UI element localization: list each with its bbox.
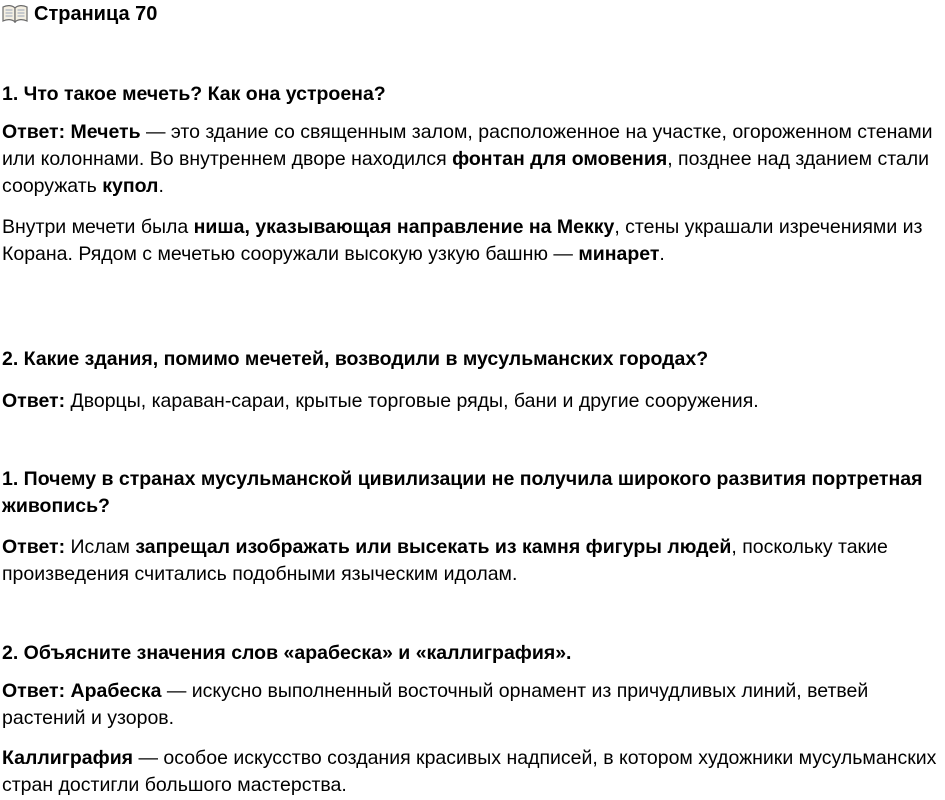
answer-paragraph — [2, 745, 943, 799]
term-calligraphy: Каллиграфия — [2, 747, 134, 769]
section-mosque — [2, 81, 943, 108]
answer-text: . — [659, 243, 665, 265]
page-title: Страница 70 — [34, 3, 158, 25]
term-minaret: минарет — [578, 243, 660, 265]
answer-paragraph — [2, 678, 943, 732]
answer-label: Ответ: — [2, 390, 66, 412]
answer-paragraph — [2, 214, 943, 268]
answer-label: Ответ: — [2, 536, 66, 558]
question-heading: 1. Что такое мечеть? Как она устроена? — [2, 83, 386, 105]
question-heading: 2. Объясните значения слов «арабеска» и «каллиграфия». — [2, 642, 572, 664]
answer-text: Дворцы, караван-сараи, крытые торговые ряды, бани и другие сооружения. — [65, 390, 759, 412]
answer-label: Ответ: — [2, 680, 66, 702]
answer-text: . — [158, 175, 164, 197]
term-prohibition: запрещал изображать или высекать из камня фигуры людей — [135, 536, 732, 558]
answer-paragraph — [2, 119, 943, 200]
question-heading: 1. Почему в странах мусульманской цивилизации не получила широкого развития портретная живопись? — [2, 468, 923, 517]
question-heading: 2. Какие здания, помимо мечетей, возводили в мусульманских городах? — [2, 348, 709, 370]
term-niche: ниша, указывающая направление на Мекку — [193, 216, 615, 238]
term-mosque: Мечеть — [70, 121, 141, 143]
page-header — [2, 2, 157, 26]
answer-portrait — [2, 534, 943, 588]
answer-text: Ислам — [65, 536, 136, 558]
term-dome: купол — [102, 175, 159, 197]
answer-paragraph — [2, 534, 943, 588]
answer-label: Ответ: — [2, 121, 66, 143]
term-fountain: фонтан для омовения — [452, 148, 668, 170]
answer-arabesque — [2, 678, 943, 732]
open-book-icon — [2, 5, 28, 23]
section-terms — [2, 640, 943, 667]
answer-text: — особое искусство создания красивых надписей, в котором художники мусульманских стран достигли большого мастерства. — [2, 747, 937, 796]
section-portrait — [2, 466, 943, 520]
answer-text: , стены украшали изречениями из Корана. Рядом с мечетью сооружали высокую узкую башню — — [2, 216, 923, 265]
answer-paragraph — [2, 388, 943, 415]
answer-text: Внутри мечети была — [2, 216, 194, 238]
answer-calligraphy — [2, 745, 943, 799]
answer-text: , поскольку такие произведения считались подобными языческим идолам. — [2, 536, 888, 585]
answer-text: — это здание со священным залом, расположенное на участке, огороженном стенами или колоннами. Во внутреннем дворе находился — [2, 121, 933, 170]
answer-text: , позднее над зданием стали сооружать — [2, 148, 930, 197]
answer-buildings — [2, 388, 943, 415]
answer-text: — искусно выполненный восточный орнамент из причудливых линий, ветвей растений и узоров. — [2, 680, 869, 729]
answer-mosque — [2, 119, 943, 200]
term-arabesque: Арабеска — [70, 680, 162, 702]
section-buildings — [2, 346, 943, 373]
answer-mosque-continued — [2, 214, 943, 268]
